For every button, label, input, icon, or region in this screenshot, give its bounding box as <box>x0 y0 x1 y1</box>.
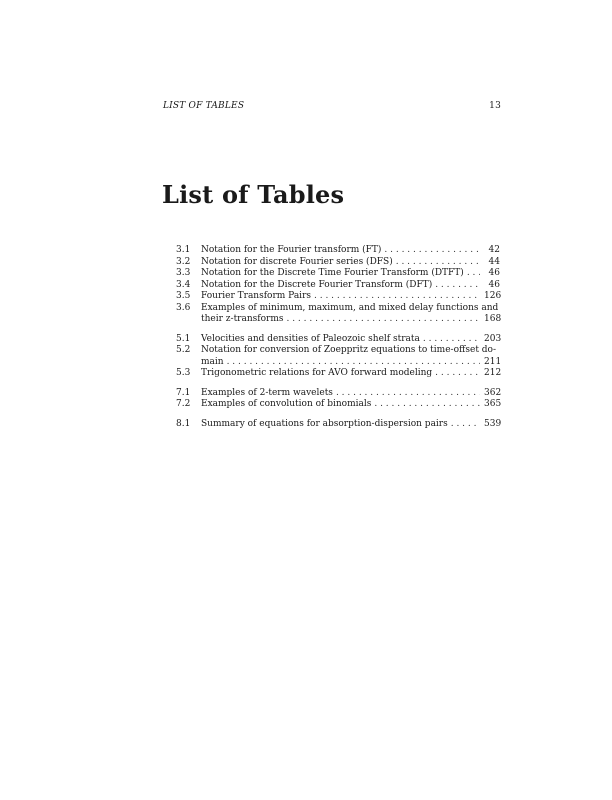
table-caption: Examples of convolution of binomials <box>201 399 372 409</box>
toc-entry[interactable] <box>176 245 500 257</box>
toc-entry[interactable] <box>176 345 500 368</box>
dot-leader <box>435 368 480 380</box>
running-header <box>163 101 501 111</box>
table-caption: Velocities and densities of Paleozoic shelf strata <box>201 333 420 344</box>
toc-entry[interactable] <box>176 388 500 400</box>
table-page-number: 46 <box>488 268 500 278</box>
dot-leader <box>467 268 480 280</box>
table-caption: Notation for the Discrete Time Fourier Transform (DTFT) <box>201 268 464 278</box>
toc-entry[interactable] <box>176 268 500 280</box>
table-number: 3.3 <box>176 268 191 278</box>
table-number: 5.1 <box>176 333 191 344</box>
table-page-number: 362 <box>484 387 502 398</box>
toc-group <box>176 419 500 431</box>
table-caption: Examples of 2-term wavelets <box>201 387 333 398</box>
toc-entry[interactable] <box>176 257 500 269</box>
list-of-tables <box>176 245 500 438</box>
table-number: 5.2 <box>176 345 191 355</box>
page-number: 13 <box>489 101 501 111</box>
table-number: 7.2 <box>176 399 191 409</box>
dot-leader <box>384 245 480 257</box>
page-title: List of Tables <box>162 180 345 209</box>
table-page-number: 44 <box>488 256 500 267</box>
table-caption: Notation for the Discrete Fourier Transform (DFT) <box>201 279 433 290</box>
table-page-number: 168 <box>484 314 502 324</box>
table-caption: Summary of equations for absorption-dispersion pairs <box>201 418 448 429</box>
dot-leader <box>336 388 480 400</box>
toc-entry[interactable] <box>176 291 500 303</box>
table-caption: main <box>201 356 224 367</box>
toc-entry[interactable] <box>176 303 500 326</box>
toc-entry[interactable] <box>176 419 500 431</box>
table-page-number: 211 <box>484 356 502 367</box>
toc-group <box>176 388 500 411</box>
table-page-number: 126 <box>484 291 502 301</box>
table-page-number: 365 <box>484 399 502 409</box>
dot-leader <box>451 419 480 431</box>
table-page-number: 203 <box>484 333 502 344</box>
dot-leader <box>396 257 480 269</box>
toc-entry[interactable] <box>176 334 500 346</box>
table-caption: Notation for the Fourier transform (FT) <box>201 245 382 255</box>
table-number: 3.4 <box>176 279 191 290</box>
table-page-number: 46 <box>488 279 500 290</box>
toc-entry[interactable] <box>176 368 500 380</box>
table-number: 3.5 <box>176 291 191 301</box>
table-number: 8.1 <box>176 418 191 429</box>
table-number: 3.6 <box>176 302 191 313</box>
table-number: 3.2 <box>176 256 191 267</box>
table-caption: Fourier Transform Pairs <box>201 291 311 301</box>
dot-leader <box>314 291 480 303</box>
table-page-number: 42 <box>488 245 500 255</box>
dot-leader <box>227 357 480 369</box>
table-number: 3.1 <box>176 245 191 255</box>
table-page-number: 212 <box>484 368 502 378</box>
toc-group <box>176 334 500 380</box>
table-number: 7.1 <box>176 387 191 398</box>
dot-leader <box>374 399 480 411</box>
dot-leader <box>423 334 480 346</box>
toc-entry[interactable] <box>176 280 500 292</box>
table-number: 5.3 <box>176 368 191 378</box>
toc-group <box>176 245 500 326</box>
dot-leader <box>435 280 480 292</box>
table-caption: Notation for conversion of Zoeppritz equations to time-offset do- <box>201 345 497 355</box>
toc-entry[interactable] <box>176 399 500 411</box>
table-caption: their z-transforms <box>201 314 284 324</box>
table-page-number: 539 <box>484 418 502 429</box>
running-title: LIST OF TABLES <box>163 101 245 111</box>
table-caption: Notation for discrete Fourier series (DFS) <box>201 256 393 267</box>
dot-leader <box>286 314 480 326</box>
table-caption: Trigonometric relations for AVO forward modeling <box>201 368 433 378</box>
table-caption: Examples of minimum, maximum, and mixed delay functions and <box>201 302 499 313</box>
